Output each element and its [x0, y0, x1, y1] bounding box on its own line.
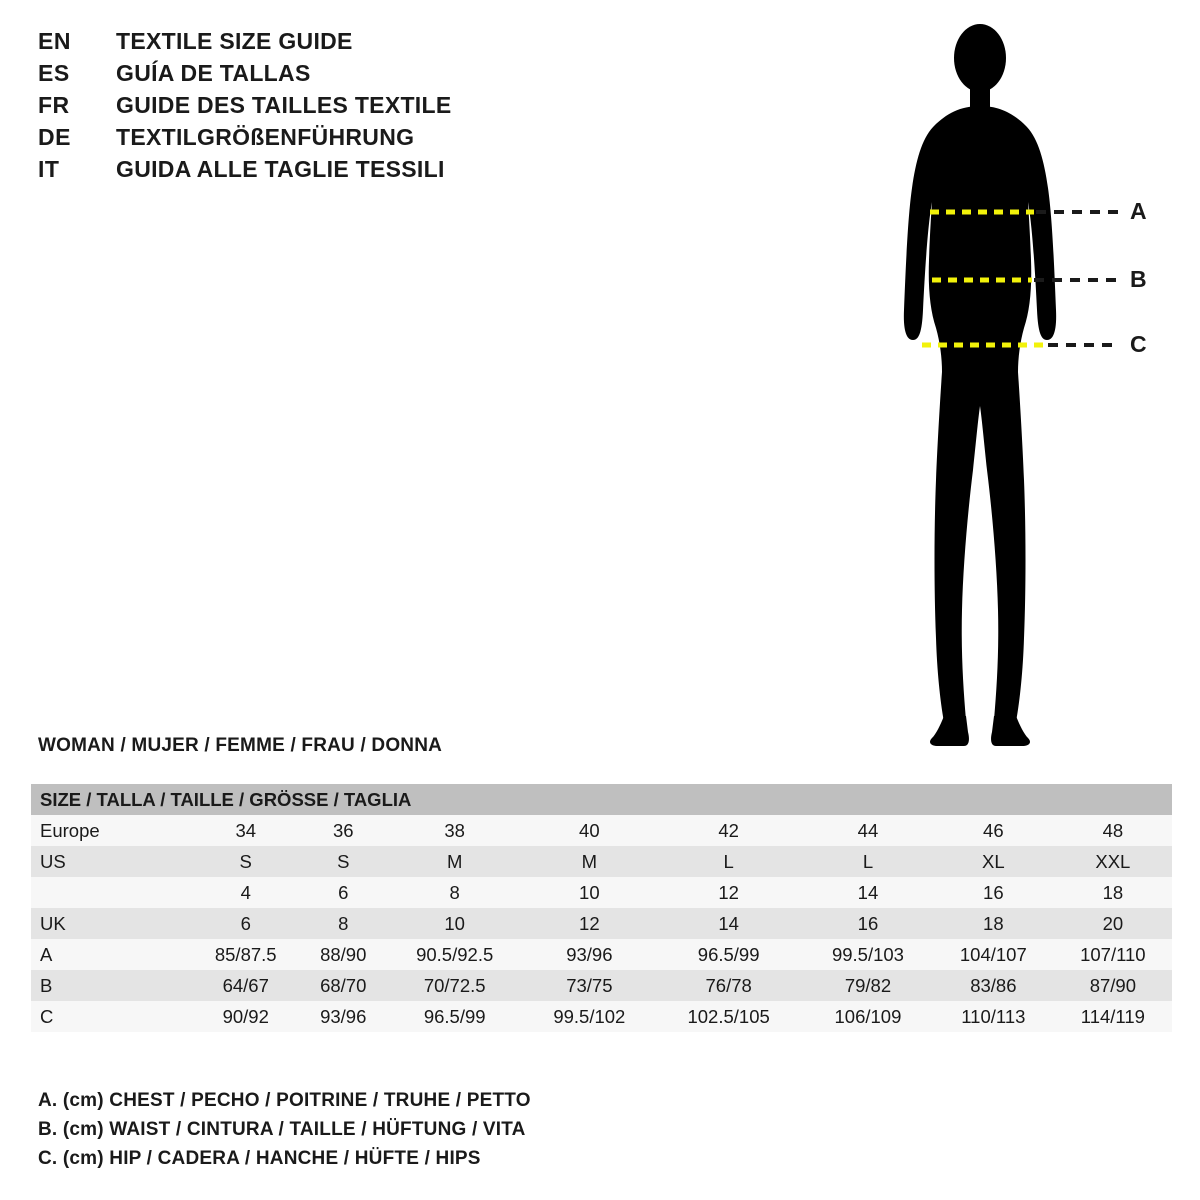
language-code: DE	[38, 124, 71, 150]
cell: 90.5/92.5	[385, 939, 524, 970]
cell: 4	[190, 877, 301, 908]
row-label: US	[31, 846, 190, 877]
language-row	[38, 124, 658, 156]
table-row	[31, 1001, 1172, 1032]
cell: 14	[654, 908, 803, 939]
cell: 48	[1054, 815, 1172, 846]
row-label: UK	[31, 908, 190, 939]
language-code: EN	[38, 28, 71, 54]
measure-label-b: B	[1130, 266, 1147, 292]
measure-label-c: C	[1130, 331, 1147, 357]
female-silhouette-icon	[860, 10, 1190, 750]
cell: 79/82	[803, 970, 933, 1001]
cell: 76/78	[654, 970, 803, 1001]
cell: 10	[385, 908, 524, 939]
cell: 99.5/102	[524, 1001, 654, 1032]
table-header-row	[31, 784, 1172, 815]
cell: 12	[524, 908, 654, 939]
table-row	[31, 939, 1172, 970]
cell: 16	[933, 877, 1054, 908]
table-row	[31, 877, 1172, 908]
cell: 87/90	[1054, 970, 1172, 1001]
language-code: FR	[38, 92, 70, 118]
cell: 40	[524, 815, 654, 846]
cell: L	[803, 846, 933, 877]
cell: 44	[803, 815, 933, 846]
cell: 8	[385, 877, 524, 908]
cell: 85/87.5	[190, 939, 301, 970]
cell: M	[385, 846, 524, 877]
cell: 18	[933, 908, 1054, 939]
body-measurement-figure	[860, 10, 1190, 750]
footnote-list	[38, 1090, 838, 1177]
cell: 12	[654, 877, 803, 908]
row-label: A	[31, 939, 190, 970]
size-table	[31, 784, 1172, 1032]
cell: 36	[301, 815, 385, 846]
cell: 64/67	[190, 970, 301, 1001]
cell: 99.5/103	[803, 939, 933, 970]
row-label	[31, 877, 190, 908]
cell: 14	[803, 877, 933, 908]
language-title: GUÍA DE TALLAS	[116, 60, 311, 86]
cell: 68/70	[301, 970, 385, 1001]
measure-label-a: A	[1130, 198, 1147, 224]
cell: 104/107	[933, 939, 1054, 970]
cell: 6	[301, 877, 385, 908]
cell: 102.5/105	[654, 1001, 803, 1032]
row-label: B	[31, 970, 190, 1001]
cell: 10	[524, 877, 654, 908]
cell: XXL	[1054, 846, 1172, 877]
language-row	[38, 92, 658, 124]
cell: 38	[385, 815, 524, 846]
cell: S	[190, 846, 301, 877]
cell: 93/96	[301, 1001, 385, 1032]
cell: 106/109	[803, 1001, 933, 1032]
cell: 96.5/99	[385, 1001, 524, 1032]
section-caption: WOMAN / MUJER / FEMME / FRAU / DONNA	[38, 735, 443, 756]
cell: 93/96	[524, 939, 654, 970]
cell: 20	[1054, 908, 1172, 939]
row-label: C	[31, 1001, 190, 1032]
language-title: GUIDE DES TAILLES TEXTILE	[116, 92, 452, 118]
language-title: TEXTILGRÖßENFÜHRUNG	[116, 124, 415, 150]
footnote-waist: B. (cm) WAIST / CINTURA / TAILLE / HÜFTUNG / VITA	[38, 1119, 526, 1140]
language-code: ES	[38, 60, 70, 86]
footnote-hip: C. (cm) HIP / CADERA / HANCHE / HÜFTE / HIPS	[38, 1148, 481, 1169]
cell: 46	[933, 815, 1054, 846]
cell: L	[654, 846, 803, 877]
language-row	[38, 60, 658, 92]
cell: 34	[190, 815, 301, 846]
footnote-chest: A. (cm) CHEST / PECHO / POITRINE / TRUHE / PETTO	[38, 1090, 531, 1111]
language-title: GUIDA ALLE TAGLIE TESSILI	[116, 156, 445, 182]
language-title: TEXTILE SIZE GUIDE	[116, 28, 353, 54]
cell: 70/72.5	[385, 970, 524, 1001]
cell: 107/110	[1054, 939, 1172, 970]
table-row	[31, 815, 1172, 846]
language-code: IT	[38, 156, 60, 182]
cell: M	[524, 846, 654, 877]
cell: 90/92	[190, 1001, 301, 1032]
cell: 96.5/99	[654, 939, 803, 970]
language-row	[38, 156, 658, 188]
table-header-label: SIZE / TALLA / TAILLE / GRÖSSE / TAGLIA	[31, 784, 1172, 815]
cell: 42	[654, 815, 803, 846]
table-row	[31, 908, 1172, 939]
cell: 6	[190, 908, 301, 939]
cell: 73/75	[524, 970, 654, 1001]
cell: 88/90	[301, 939, 385, 970]
cell: S	[301, 846, 385, 877]
cell: 18	[1054, 877, 1172, 908]
table-row	[31, 846, 1172, 877]
cell: 83/86	[933, 970, 1054, 1001]
cell: 110/113	[933, 1001, 1054, 1032]
cell: 16	[803, 908, 933, 939]
language-row	[38, 28, 658, 60]
table-row	[31, 970, 1172, 1001]
cell: XL	[933, 846, 1054, 877]
cell: 8	[301, 908, 385, 939]
cell: 114/119	[1054, 1001, 1172, 1032]
language-title-block	[38, 28, 658, 188]
row-label: Europe	[31, 815, 190, 846]
